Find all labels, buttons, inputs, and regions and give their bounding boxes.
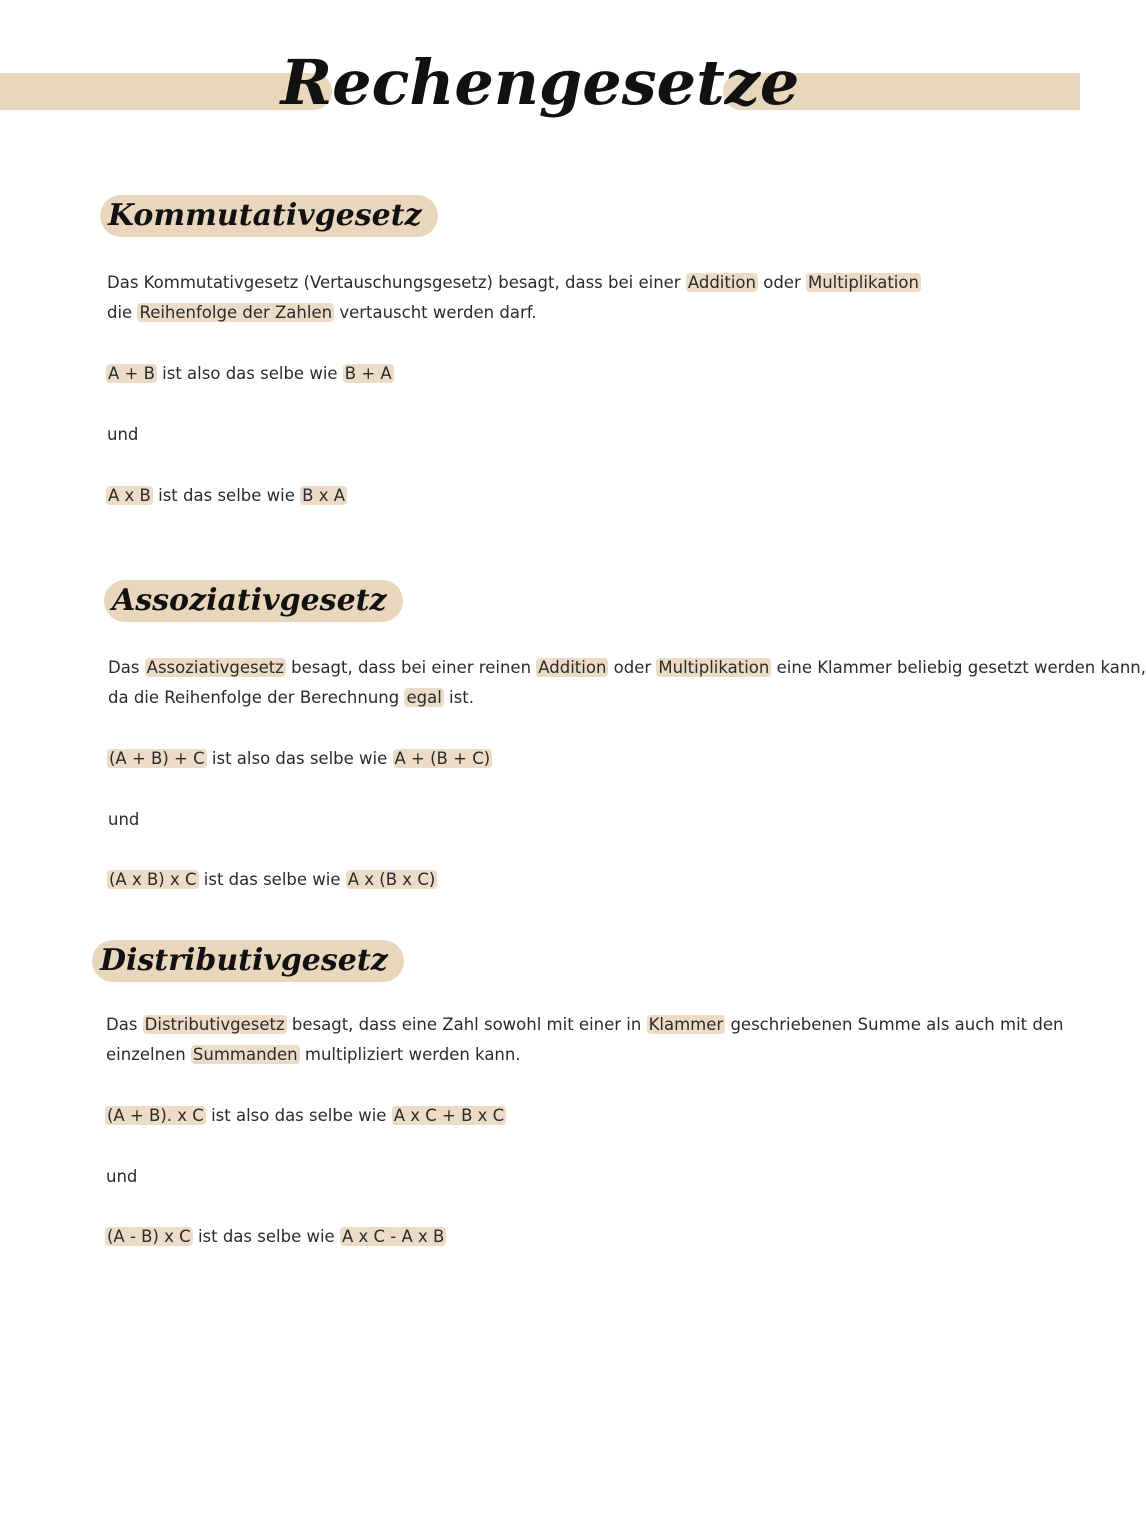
heading-assoziativgesetz: Assoziativgesetz [104,580,403,622]
text-segment: besagt, dass bei einer reinen [285,658,537,677]
assoziativ-example-multiplication [107,865,437,895]
highlight: Addition [538,658,607,677]
formula-highlight: A + B [108,364,155,383]
text-segment: oder [757,273,806,292]
kommutativ-paragraph-line-1 [107,268,921,298]
highlight: egal [406,688,442,707]
text-segment: da die Reihenfolge der Berechnung [108,688,405,707]
text-segment: multipliziert werden kann. [299,1045,521,1064]
formula-highlight: (A - B) x C [107,1227,191,1246]
assoziativ-und: und [108,810,140,829]
text-segment: Das Kommutativgesetz (Vertauschungsgesetz) besagt, dass bei einer [107,273,686,292]
text-segment: die [107,303,138,322]
text-segment: ist also das selbe wie [206,749,393,768]
highlight: Distributivgesetz [144,1015,285,1034]
text-segment: ist also das selbe wie [156,364,343,383]
text-segment: ist das selbe wie [152,486,301,505]
text-segment: Das [106,1015,143,1034]
highlight: Klammer [648,1015,724,1034]
formula-highlight: (A + B) + C [109,749,205,768]
text-segment: Das [108,658,145,677]
kommutativ-example-addition [106,359,394,389]
formula-highlight: A x C - A x B [341,1227,445,1246]
text-segment: geschriebenen Summe als auch mit den [725,1015,1064,1034]
distributiv-paragraph-line-1 [106,1010,1063,1040]
text-segment: ist. [443,688,474,707]
distributiv-paragraph-line-2 [106,1040,521,1070]
kommutativ-paragraph-line-2 [107,298,537,328]
text-segment: einzelnen [106,1045,191,1064]
highlight: Assoziativgesetz [146,658,284,677]
text-segment: eine Klammer beliebig gesetzt werden kann, [771,658,1146,677]
distributiv-example-addition [105,1101,506,1131]
distributiv-und: und [106,1167,138,1186]
text-segment: oder [608,658,657,677]
formula-highlight: (A + B). x C [107,1106,204,1125]
assoziativ-example-addition [107,744,492,774]
highlight: Multiplikation [807,273,919,292]
text-segment: ist das selbe wie [198,870,346,889]
formula-highlight: A + (B + C) [394,749,491,768]
formula-highlight: A x (B x C) [347,870,436,889]
heading-distributivgesetz: Distributivgesetz [92,940,404,982]
text-segment: besagt, dass eine Zahl sowohl mit einer in [286,1015,647,1034]
formula-highlight: B x A [302,486,345,505]
text-segment: ist also das selbe wie [205,1106,392,1125]
highlight: Addition [687,273,756,292]
formula-highlight: B + A [344,364,392,383]
highlight: Reihenfolge der Zahlen [139,303,333,322]
assoziativ-paragraph-line-2 [108,683,474,713]
kommutativ-example-multiplication [106,481,347,511]
text-segment: ist das selbe wie [192,1227,340,1246]
distributiv-example-subtraction [105,1222,446,1252]
assoziativ-paragraph-line-1 [108,653,1146,683]
formula-highlight: A x B [108,486,151,505]
formula-highlight: (A x B) x C [109,870,197,889]
text-segment: vertauscht werden darf. [334,303,537,322]
highlight: Multiplikation [658,658,770,677]
heading-kommutativgesetz: Kommutativgesetz [100,195,438,237]
highlight: Summanden [192,1045,298,1064]
page-title: Rechengesetze [280,46,800,119]
kommutativ-und: und [107,425,139,444]
formula-highlight: A x C + B x C [393,1106,505,1125]
